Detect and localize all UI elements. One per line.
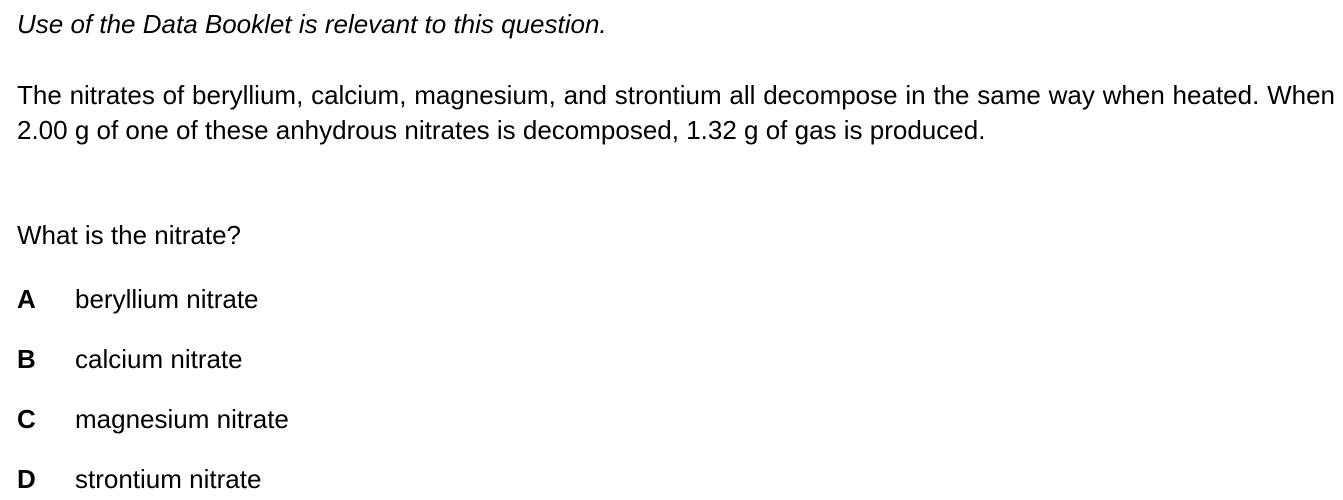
option-text: beryllium nitrate bbox=[75, 284, 259, 314]
option-text: strontium nitrate bbox=[75, 464, 262, 494]
option-text: magnesium nitrate bbox=[75, 404, 289, 434]
question-stem: The nitrates of beryllium, calcium, magnesium, and strontium all decompose in the same way when heated. When 2.00 g of one of these anhydrous nitrates is decomposed, 1.32 g of gas is produced. bbox=[17, 80, 1335, 145]
option-letter: C bbox=[17, 404, 36, 434]
option-text: calcium nitrate bbox=[75, 344, 243, 374]
question-prompt: What is the nitrate? bbox=[17, 220, 241, 250]
option-letter: B bbox=[17, 344, 36, 374]
data-booklet-note: Use of the Data Booklet is relevant to this question. bbox=[17, 9, 607, 39]
option-letter: A bbox=[17, 284, 36, 314]
option-letter: D bbox=[17, 464, 36, 494]
